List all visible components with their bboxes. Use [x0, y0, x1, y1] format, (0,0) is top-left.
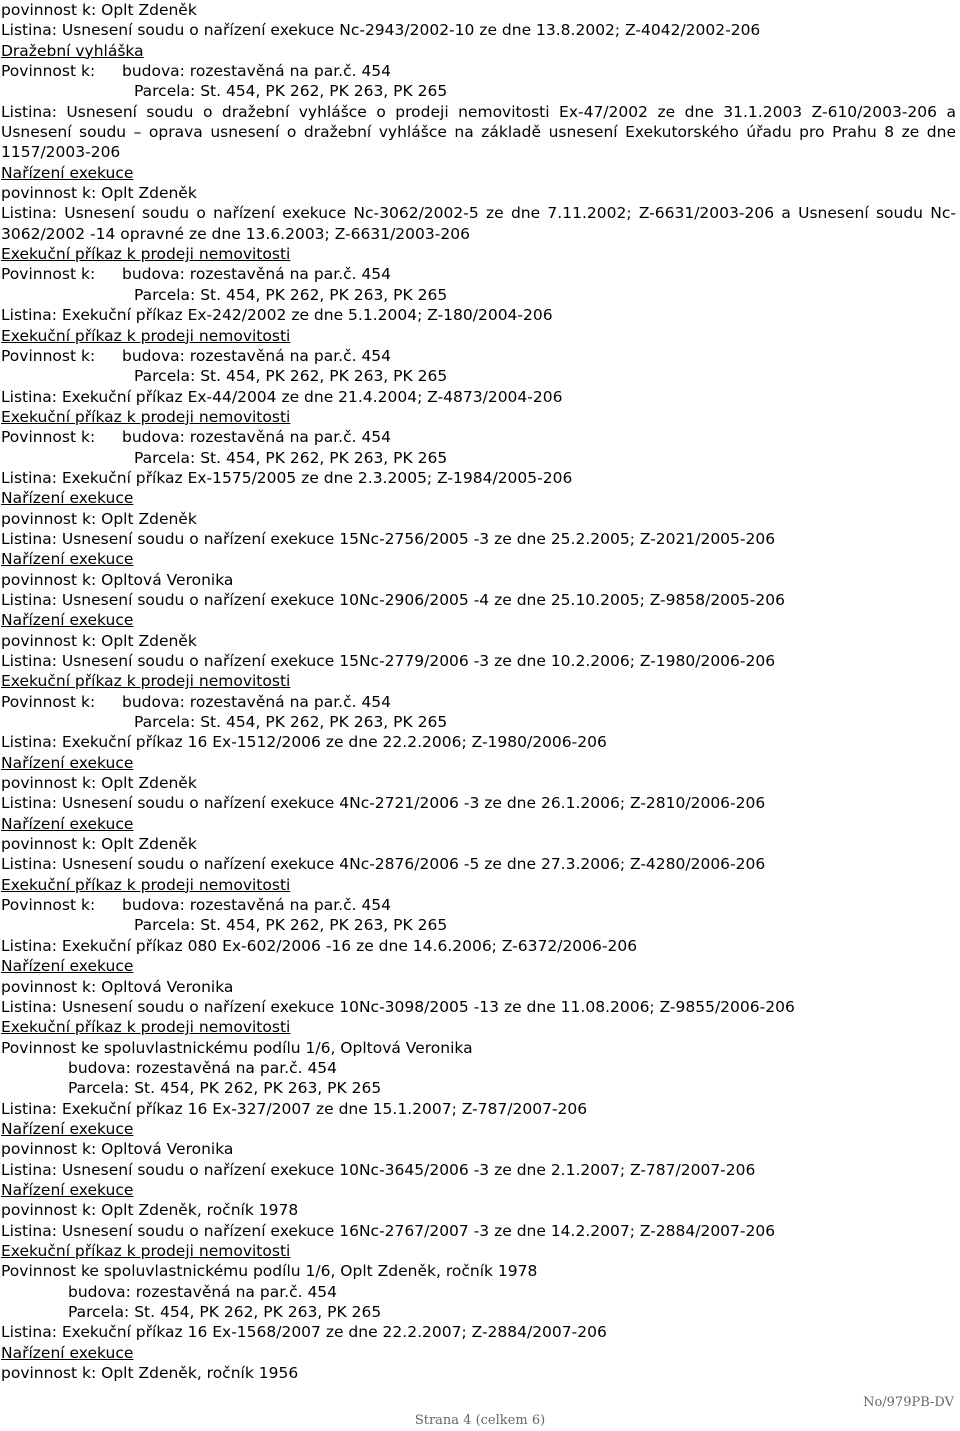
section-heading: Nařízení exekuce [1, 1343, 134, 1362]
property-value: budova: rozestavěná na par.č. 454 [122, 346, 392, 365]
document-line: Listina: Usnesení soudu o nařízení exekuce 10Nc-3098/2005 -13 ze dne 11.08.2006; Z-9855/2006-206 [1, 997, 795, 1016]
obligation-label: Povinnost k: [1, 896, 96, 915]
text-line: povinnost k: Oplt Zdeněk [1, 774, 197, 793]
document-line: Listina: Exekuční příkaz Ex-242/2002 ze dne 5.1.2004; Z-180/2004-206 [1, 306, 553, 325]
document-line: Listina: Usnesení soudu o nařízení exekuce 15Nc-2756/2005 -3 ze dne 25.2.2005; Z-2021/2005-206 [1, 529, 776, 548]
property-value: budova: rozestavěná na par.č. 454 [122, 692, 392, 711]
obligation-row [1, 264, 956, 284]
text-line: povinnost k: Oplt Zdeněk [1, 509, 197, 528]
document-line: Listina: Usnesení soudu o nařízení exekuce Nc-2943/2002-10 ze dne 13.8.2002; Z-4042/2002-206 [1, 21, 761, 40]
text-line: povinnost k: Opltová Veronika [1, 1140, 234, 1159]
obligation-label: Povinnost k: [1, 62, 96, 81]
property-value: budova: rozestavěná na par.č. 454 [122, 265, 392, 284]
section-heading: Exekuční příkaz k prodeji nemovitosti [1, 407, 291, 426]
page-number: Strana 4 (celkem 6) [414, 1413, 546, 1428]
obligation-row [1, 61, 956, 81]
section-heading: Exekuční příkaz k prodeji nemovitosti [1, 1241, 291, 1260]
parcel-line: Parcela: St. 454, PK 262, PK 263, PK 265 [134, 285, 448, 304]
document-line: Listina: Usnesení soudu o nařízení exekuce 4Nc-2721/2006 -3 ze dne 26.1.2006; Z-2810/2006-206 [1, 794, 766, 813]
section-heading: Nařízení exekuce [1, 957, 134, 976]
obligation-row [1, 427, 956, 447]
document-line: Listina: Usnesení soudu o nařízení exekuce 15Nc-2779/2006 -3 ze dne 10.2.2006; Z-1980/2006-206 [1, 652, 776, 670]
section-heading: Nařízení exekuce [1, 163, 134, 182]
document-line: Listina: Exekuční příkaz Ex-1575/2005 ze dne 2.3.2005; Z-1984/2005-206 [1, 468, 573, 487]
parcel-line: Parcela: St. 454, PK 262, PK 263, PK 265 [134, 713, 448, 732]
text-line: povinnost k: Oplt Zdeněk, ročník 1956 [1, 1364, 299, 1383]
section-heading: Nařízení exekuce [1, 550, 134, 569]
document-code: No/979PB-DV [863, 1395, 954, 1410]
share-property-line: Parcela: St. 454, PK 262, PK 263, PK 265 [68, 1303, 382, 1321]
obligation-label: Povinnost k: [1, 428, 96, 447]
parcel-line: Parcela: St. 454, PK 262, PK 263, PK 265 [134, 448, 448, 467]
share-property-line: budova: rozestavěná na par.č. 454 [68, 1058, 338, 1077]
property-value: budova: rozestavěná na par.č. 454 [122, 428, 392, 447]
document-line: Listina: Exekuční příkaz Ex-44/2004 ze dne 21.4.2004; Z-4873/2004-206 [1, 387, 563, 406]
text-line: povinnost k: Oplt Zdeněk, ročník 1978 [1, 1201, 299, 1220]
share-property-line: Parcela: St. 454, PK 262, PK 263, PK 265 [68, 1079, 382, 1098]
text-line: Povinnost ke spoluvlastnickému podílu 1/6, Oplt Zdeněk, ročník 1978 [1, 1262, 538, 1281]
property-value: budova: rozestavěná na par.č. 454 [122, 896, 392, 915]
section-heading: Exekuční příkaz k prodeji nemovitosti [1, 245, 291, 264]
section-heading: Exekuční příkaz k prodeji nemovitosti [1, 672, 291, 691]
section-heading: Nařízení exekuce [1, 1180, 134, 1199]
obligation-row [1, 692, 956, 712]
obligation-row [1, 895, 956, 915]
text-line: Povinnost ke spoluvlastnickému podílu 1/6, Opltová Veronika [1, 1038, 473, 1057]
text-line: 1157/2003-206 [1, 143, 121, 162]
section-heading: Exekuční příkaz k prodeji nemovitosti [1, 875, 291, 894]
section-heading: Nařízení exekuce [1, 814, 134, 833]
obligation-label: Povinnost k: [1, 265, 96, 284]
section-heading: Dražební vyhláška [1, 41, 144, 60]
document-line: Listina: Usnesení soudu o dražební vyhlášce o prodeji nemovitosti Ex-47/2002 ze dne 31.1.2003 Z-610/2003-206 a Usnesení soudu – oprava usnesení o dražební vyhlášce na základě usnesení Exekutorského úřadu pro Prahu 8 ze dne [1, 102, 956, 142]
obligation-row [1, 346, 956, 366]
parcel-line: Parcela: St. 454, PK 262, PK 263, PK 265 [134, 916, 448, 935]
text-line: povinnost k: Opltová Veronika [1, 977, 234, 996]
document-line: Listina: Usnesení soudu o nařízení exekuce 10Nc-3645/2006 -3 ze dne 2.1.2007; Z-787/2007-206 [1, 1160, 756, 1179]
section-heading: Nařízení exekuce [1, 489, 134, 508]
obligation-label: Povinnost k: [1, 346, 96, 365]
obligation-label: Povinnost k: [1, 692, 96, 711]
text-line: povinnost k: Opltová Veronika [1, 570, 234, 589]
document-line: Listina: Usnesení soudu o nařízení exekuce Nc-3062/2002-5 ze dne 7.11.2002; Z-6631/2003-206 a Usnesení soudu Nc-3062/2002 -14 opravné ze dne 13.6.2003; Z-6631/2003-206 [1, 204, 956, 243]
text-line: povinnost k: Oplt Zdeněk [1, 1, 197, 19]
section-heading: Nařízení exekuce [1, 611, 134, 630]
document-body [1, 0, 956, 1383]
section-heading: Exekuční příkaz k prodeji nemovitosti [1, 326, 291, 345]
text-line: povinnost k: Oplt Zdeněk [1, 835, 197, 854]
parcel-line: Parcela: St. 454, PK 262, PK 263, PK 265 [134, 82, 448, 101]
text-line: povinnost k: Oplt Zdeněk [1, 184, 197, 203]
property-value: budova: rozestavěná na par.č. 454 [122, 62, 392, 81]
document-line: Listina: Exekuční příkaz 16 Ex-1568/2007 ze dne 22.2.2007; Z-2884/2007-206 [1, 1323, 607, 1342]
share-property-line: budova: rozestavěná na par.č. 454 [68, 1282, 338, 1301]
section-heading: Nařízení exekuce [1, 1119, 134, 1138]
section-heading: Exekuční příkaz k prodeji nemovitosti [1, 1018, 291, 1037]
document-line: Listina: Exekuční příkaz 16 Ex-327/2007 ze dne 15.1.2007; Z-787/2007-206 [1, 1099, 588, 1118]
document-line: Listina: Usnesení soudu o nařízení exekuce 10Nc-2906/2005 -4 ze dne 25.10.2005; Z-9858/2005-206 [1, 590, 785, 609]
document-line: Listina: Usnesení soudu o nařízení exekuce 16Nc-2767/2007 -3 ze dne 14.2.2007; Z-2884/2007-206 [1, 1221, 776, 1240]
document-line: Listina: Usnesení soudu o nařízení exekuce 4Nc-2876/2006 -5 ze dne 27.3.2006; Z-4280/2006-206 [1, 855, 766, 874]
section-heading: Nařízení exekuce [1, 753, 134, 772]
document-line: Listina: Exekuční příkaz 080 Ex-602/2006 -16 ze dne 14.6.2006; Z-6372/2006-206 [1, 936, 638, 955]
parcel-line: Parcela: St. 454, PK 262, PK 263, PK 265 [134, 367, 448, 386]
text-line: povinnost k: Oplt Zdeněk [1, 631, 197, 650]
document-line: Listina: Exekuční příkaz 16 Ex-1512/2006 ze dne 22.2.2006; Z-1980/2006-206 [1, 733, 607, 752]
